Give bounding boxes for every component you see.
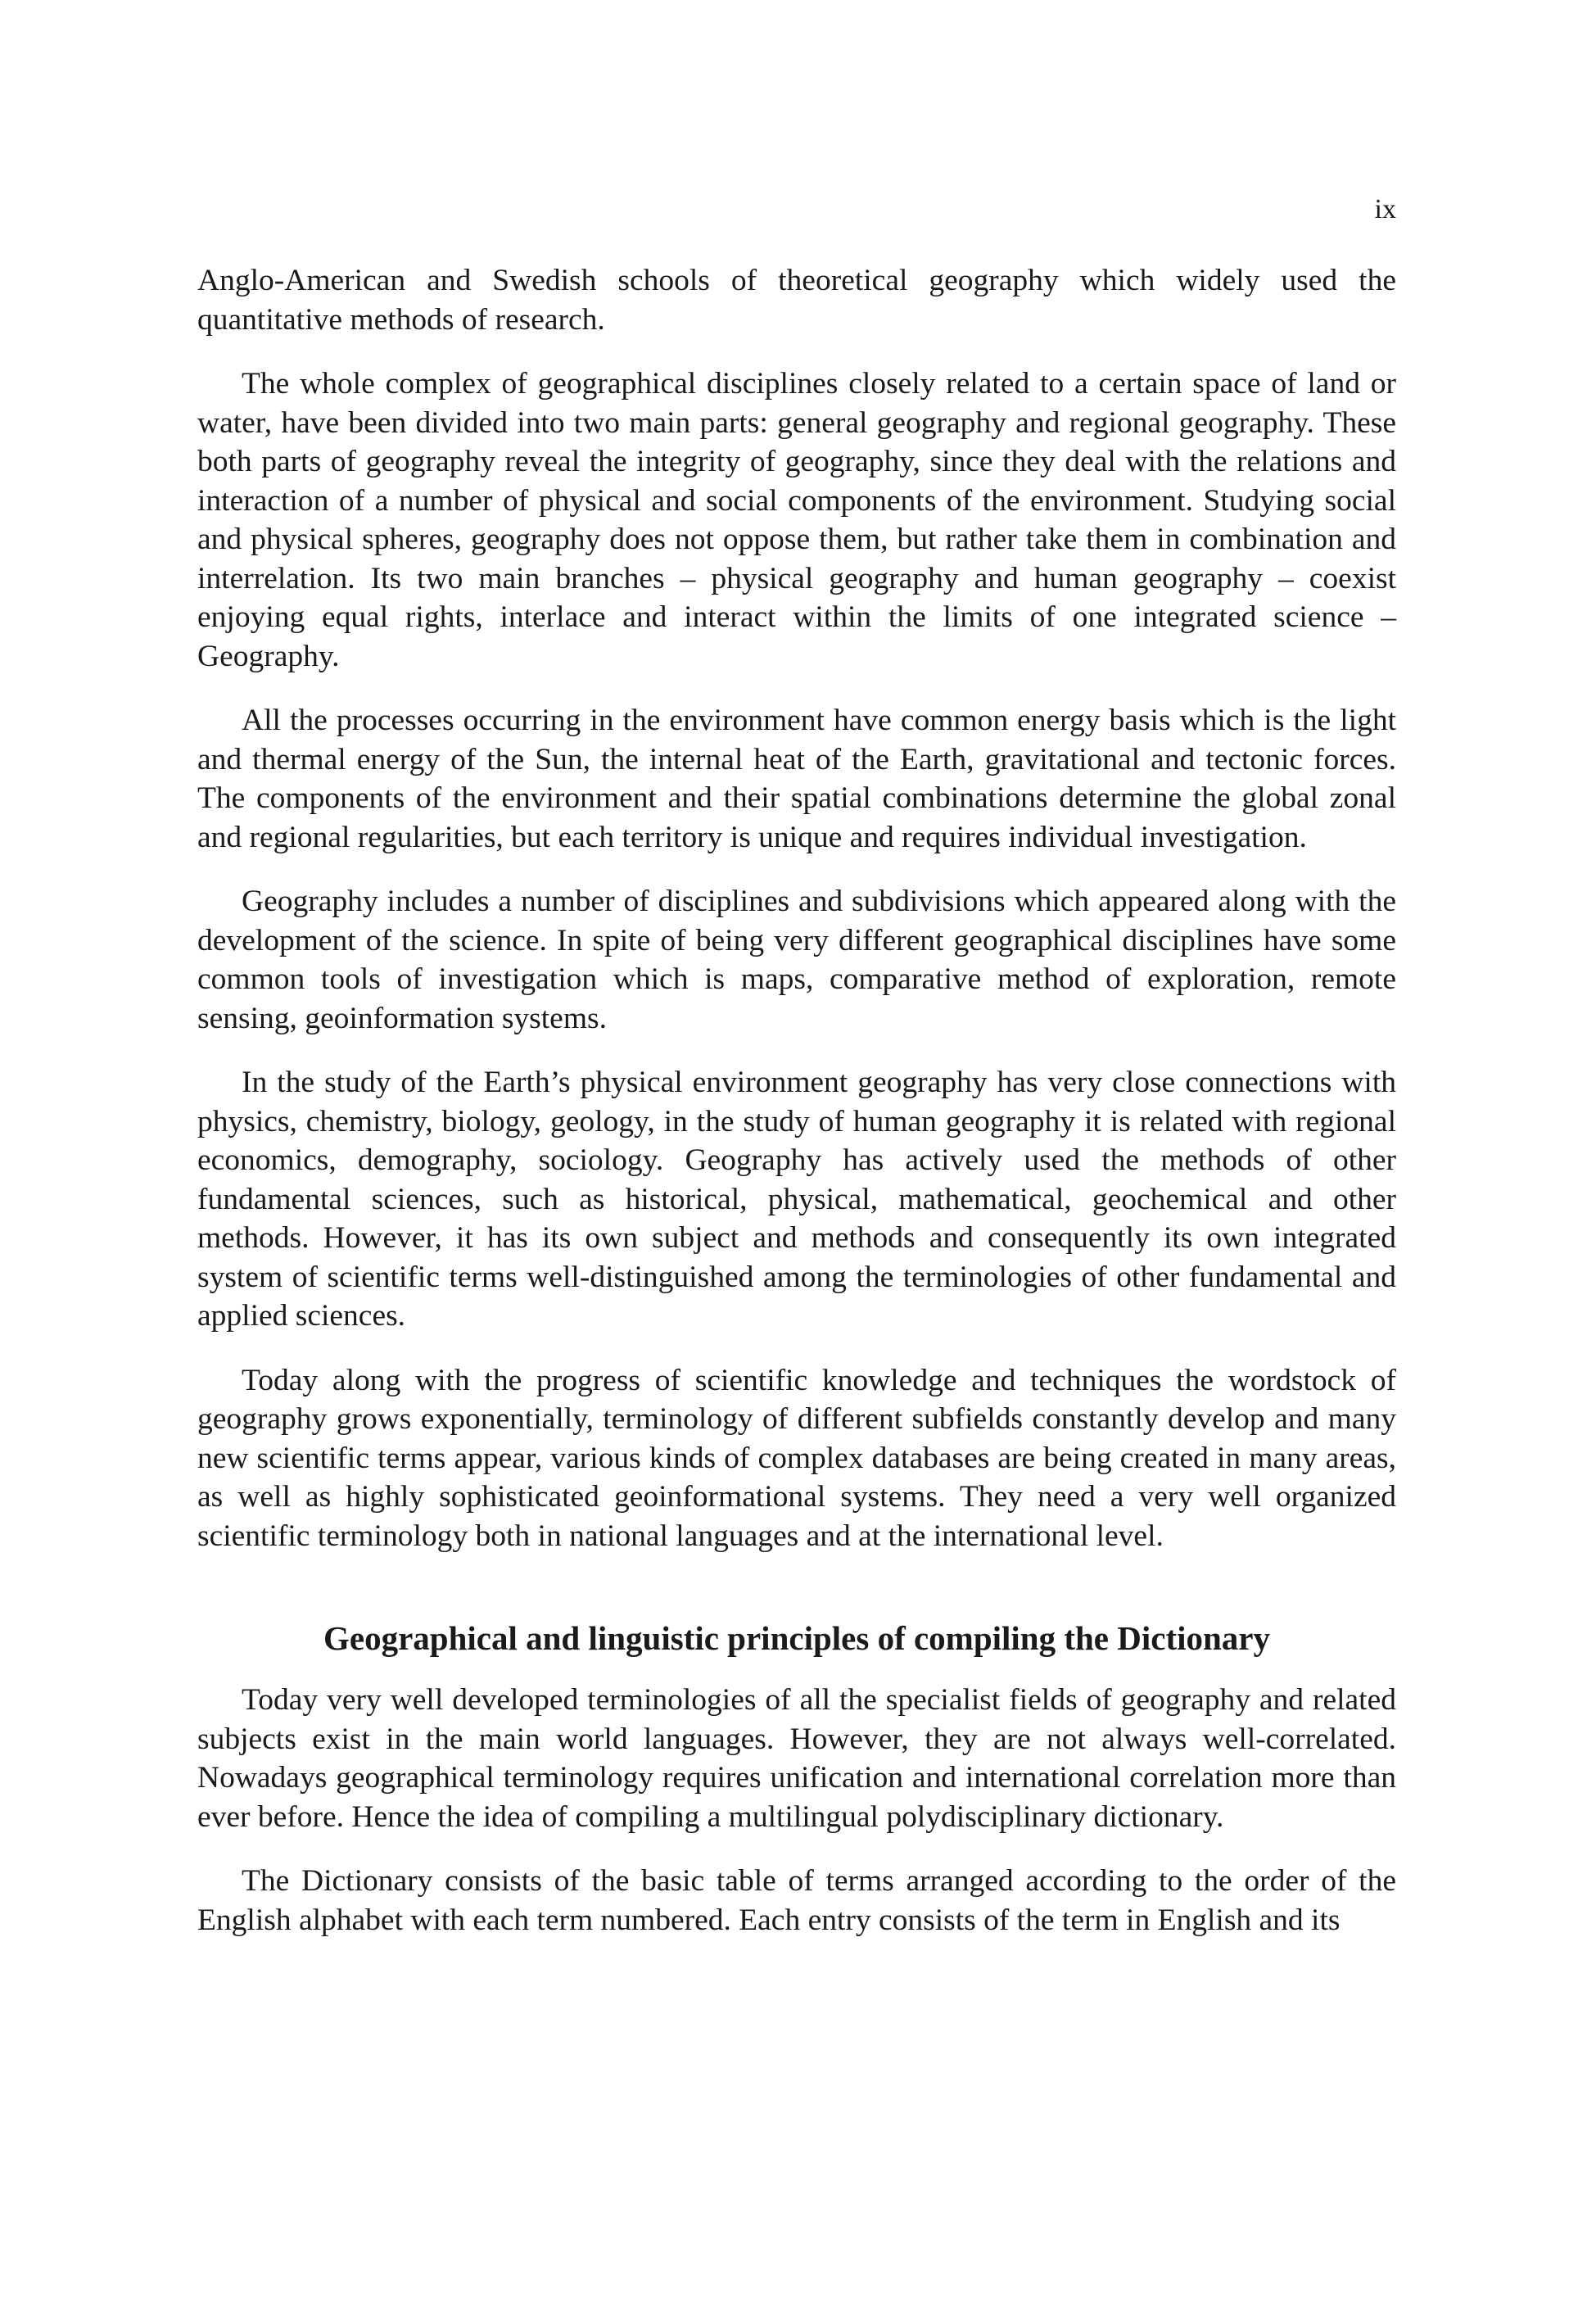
section-heading: Geographical and linguistic principles of compiling the Dictionary <box>323 1619 1270 1657</box>
page-number: ix <box>1374 194 1396 224</box>
paragraph-terminologies: Today very well developed terminologies of all the specialist fields of geography and related subjects exist in the main world languages. However, they are not always well-correlated. Nowadays geographical terminology requires unification and international correlation more than ever before. Hence the idea of compiling a multilingual polydisciplinary dictionary. <box>197 1683 1396 1834</box>
paragraph-dictionary-structure: The Dictionary consists of the basic table of terms arranged according to the order of the English alphabet with each term numbered. Each entry consists of the term in English and its <box>197 1864 1396 1937</box>
paragraph-processes: All the processes occurring in the environment have common energy basis which is the light and thermal energy of the Sun, the internal heat of the Earth, gravitational and tectonic forces. The components of the environment and their spatial combinations determine the global zonal and regional regularities, but each territory is unique and requires individual investigation. <box>197 704 1396 854</box>
page-body <box>197 187 1396 1965</box>
paragraph-disciplines: The whole complex of geographical disciplines closely related to a certain space of land or water, have been divided into two main parts: general geography and regional geography. These both parts of geography reveal the integrity of geography, since they deal with the relations and interaction of a number of physical and social components of the environment. Studying social and physical spheres, geography does not oppose them, but rather take them in combination and interrelation. Its two main branches – physical geography and human geography – coexist enjoying equal rights, interlace and interact within the limits of one integrated science – Geography. <box>197 367 1396 673</box>
paragraph-continuation: Anglo-American and Swedish schools of theoretical geography which widely used the quantitative methods of research. <box>197 264 1396 337</box>
paragraph-subdivisions: Geography includes a number of disciplines and subdivisions which appeared along with the development of the science. In spite of being very different geographical disciplines have some common tools of investigation which is maps, comparative method of exploration, remote sensing, geoinformation systems. <box>197 885 1396 1035</box>
paragraph-connections: In the study of the Earth’s physical environment geography has very close connections with physics, chemistry, biology, geology, in the study of human geography it is related with regional economics, demography, sociology. Geography has actively used the methods of other fundamental sciences, such as historical, physical, mathematical, geochemical and other methods. However, it has its own subject and methods and consequently its own integrated system of scientific terms well-distinguished among the terminologies of other fundamental and applied sciences. <box>197 1066 1396 1333</box>
paragraph-progress: Today along with the progress of scientific knowledge and techniques the wordstock of geography grows exponentially, terminology of different subfields constantly develop and many new scientific terms appear, various kinds of complex databases are being created in many areas, as well as highly sophisticated geoinformational systems. They need a very well organized scientific terminology both in national languages and at the international level. <box>197 1363 1396 1553</box>
